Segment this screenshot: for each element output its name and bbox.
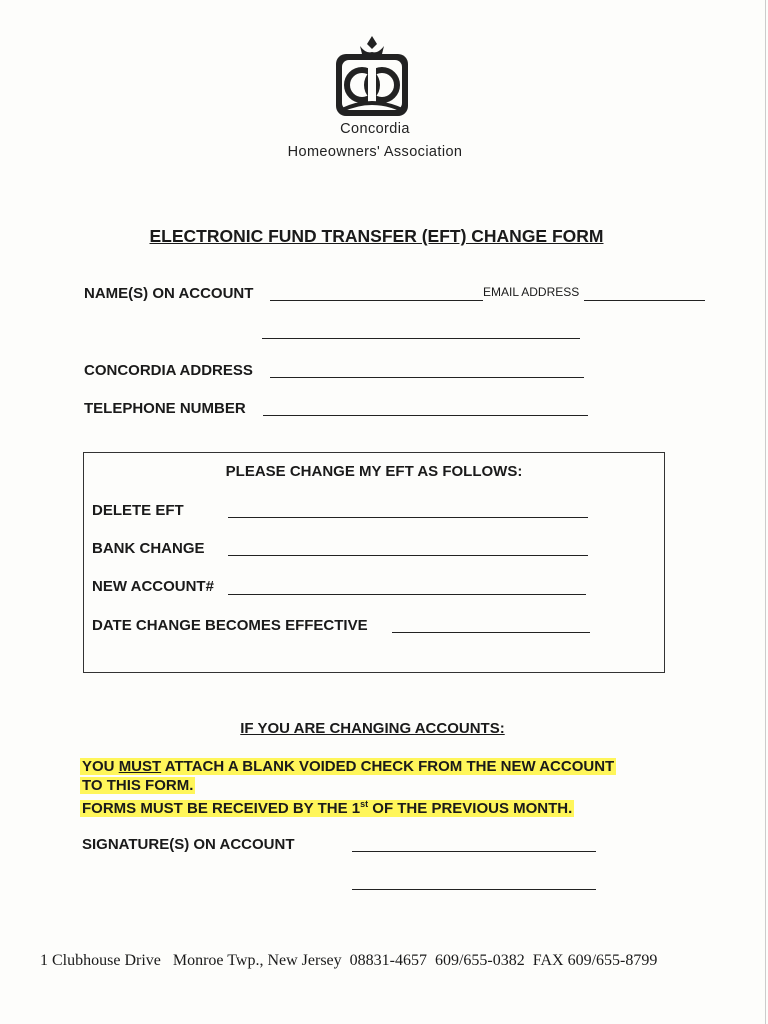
signature-field-1[interactable] [352, 851, 596, 852]
notice-line3-sup: st [360, 799, 369, 809]
form-title: ELECTRONIC FUND TRANSFER (EFT) CHANGE FORM [149, 226, 604, 246]
notice-line2: TO THIS FORM. [82, 777, 194, 794]
names-on-account-field[interactable] [270, 300, 483, 301]
changing-accounts-heading: IF YOU ARE CHANGING ACCOUNTS: [240, 720, 505, 737]
org-name-line1: Concordia [340, 121, 410, 137]
notice-line3-a: FORMS MUST BE RECEIVED BY THE 1 [82, 800, 361, 817]
notice-block [80, 757, 616, 818]
footer-address: 1 Clubhouse Drive Monroe Twp., New Jersey 08831-4657 609/655-0382 FAX 609/655-8799 [40, 952, 658, 969]
bank-change-label: BANK CHANGE [92, 540, 205, 557]
notice-must: MUST [118, 758, 162, 775]
names-on-account-label: NAME(S) ON ACCOUNT [84, 285, 254, 302]
org-name-line2: Homeowners' Association [287, 144, 463, 160]
notice-you: YOU [82, 758, 119, 775]
concordia-logo [332, 34, 412, 118]
concordia-address-label: CONCORDIA ADDRESS [84, 362, 253, 379]
date-effective-label: DATE CHANGE BECOMES EFFECTIVE [92, 617, 368, 634]
signature-label: SIGNATURE(S) ON ACCOUNT [82, 836, 295, 853]
notice-line3-b: OF THE PREVIOUS MONTH. [368, 800, 573, 817]
email-address-field[interactable] [584, 300, 705, 301]
email-address-label: EMAIL ADDRESS [483, 285, 580, 299]
bank-change-field[interactable] [228, 555, 588, 556]
new-account-field[interactable] [228, 594, 586, 595]
page-edge [765, 0, 766, 1024]
eft-change-box [83, 452, 665, 673]
signature-field-2[interactable] [352, 889, 596, 890]
concordia-address-field[interactable] [270, 377, 584, 378]
date-effective-field[interactable] [392, 632, 590, 633]
eft-change-heading: PLEASE CHANGE MY EFT AS FOLLOWS: [225, 463, 523, 480]
names-on-account-field-2[interactable] [262, 338, 580, 339]
notice-line1-rest: ATTACH A BLANK VOIDED CHECK FROM THE NEW ACCOUNT [161, 758, 615, 775]
telephone-number-label: TELEPHONE NUMBER [84, 400, 246, 417]
delete-eft-field[interactable] [228, 517, 588, 518]
delete-eft-label: DELETE EFT [92, 502, 184, 519]
telephone-number-field[interactable] [263, 415, 588, 416]
new-account-label: NEW ACCOUNT# [92, 578, 214, 595]
